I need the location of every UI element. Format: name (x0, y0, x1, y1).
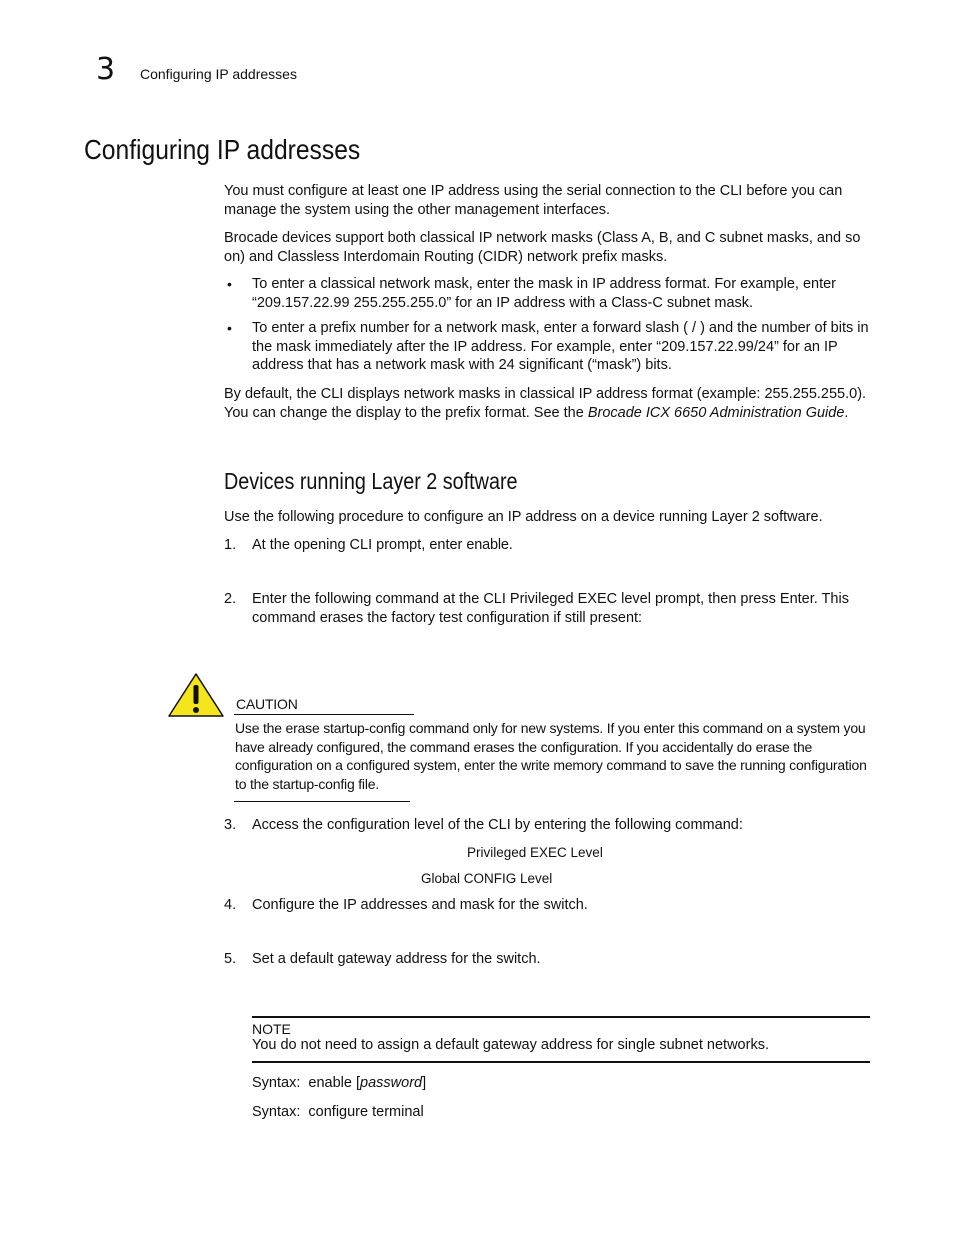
intro-paragraph-1: You must configure at least one IP address using the serial connection to the CLI before you can manage the system using the other management interfaces. (224, 183, 843, 218)
step-1-end: . (508, 537, 513, 553)
chapter-number: 3 (96, 52, 116, 87)
enable-command: enable (466, 537, 509, 553)
syntax-configure-terminal (252, 1103, 424, 1121)
section-title: Configuring IP addresses (84, 134, 361, 165)
step-1-label: At the opening CLI prompt, enter (252, 537, 467, 553)
step-number: 2. (224, 591, 237, 607)
syntax-label: Syntax: (252, 1104, 301, 1120)
note-bottom-rule (252, 1061, 870, 1063)
step-number: 1. (224, 537, 237, 553)
step-3-text: Access the configuration level of the CLI by entering the following command: (252, 817, 743, 833)
syntax-command: enable (308, 1075, 352, 1091)
caution-top-rule (234, 714, 414, 715)
privileged-exec-level-label: Privileged EXEC Level (467, 845, 603, 860)
default-display-paragraph (224, 385, 874, 422)
syntax-command: configure terminal (308, 1104, 424, 1120)
procedure-intro: Use the following procedure to configure an IP address on a device running Layer 2 software. (224, 509, 823, 525)
bullet-marker: • (227, 320, 232, 336)
caution-body: Use the erase startup-config command only for new systems. If you enter this command on a system you have already configured, the command erases the configuration. If you accidentally do erase the configuration on a configured system, enter the write memory command to save the running configuration to the startup-config file. (235, 720, 867, 792)
syntax-bracket-close: ] (422, 1075, 427, 1091)
note-top-rule (252, 1016, 870, 1018)
bullet-text-prefix-mask: To enter a prefix number for a network mask, enter a forward slash ( / ) and the number of bits in the mask immediately after the IP address. For example, enter “209.157.22.99/24” for an IP address that has a network mask with 24 significant (“mask”) bits. (252, 320, 869, 373)
subsection-title: Devices running Layer 2 software (224, 468, 518, 494)
guide-reference[interactable]: Brocade ICX 6650 Administration Guide (587, 404, 845, 421)
default-paragraph-text: By default, the CLI displays network masks in classical IP address format (example: 255.255.255.0). You can change the display to the prefix format. See the (224, 386, 867, 421)
step-number: 3. (224, 817, 237, 833)
step-number: 5. (224, 951, 237, 967)
syntax-bracket-open: [ (356, 1075, 361, 1091)
caution-bottom-rule (234, 801, 410, 802)
running-header-title: Configuring IP addresses (140, 66, 297, 82)
step-2-text: Enter the following command at the CLI Privileged EXEC level prompt, then press Enter. This command erases the factory test configuration if still present: (252, 591, 849, 626)
note-title: NOTE (252, 1021, 291, 1037)
intro-paragraph-2: Brocade devices support both classical IP network masks (Class A, B, and C subnet masks, and so on) and Classless Interdomain Routing (CIDR) network prefix masks. (224, 230, 861, 265)
warning-triangle-icon (167, 672, 225, 718)
caution-title: CAUTION (236, 696, 298, 712)
default-paragraph-end: . (844, 404, 849, 421)
bullet-marker: • (227, 276, 232, 292)
step-4-text: Configure the IP addresses and mask for the switch. (252, 897, 588, 913)
syntax-label: Syntax: (252, 1075, 301, 1091)
syntax-parameter: password (360, 1075, 423, 1091)
syntax-enable (252, 1074, 426, 1092)
note-body: You do not need to assign a default gateway address for single subnet networks. (252, 1037, 769, 1053)
step-1-text (252, 536, 874, 555)
bullet-text-classical-mask: To enter a classical network mask, enter the mask in IP address format. For example, enter “209.157.22.99 255.255.255.0” for an IP address with a Class-C subnet mask. (252, 276, 837, 311)
global-config-level-label: Global CONFIG Level (421, 871, 553, 886)
step-5-text: Set a default gateway address for the switch. (252, 951, 541, 967)
step-number: 4. (224, 897, 237, 913)
